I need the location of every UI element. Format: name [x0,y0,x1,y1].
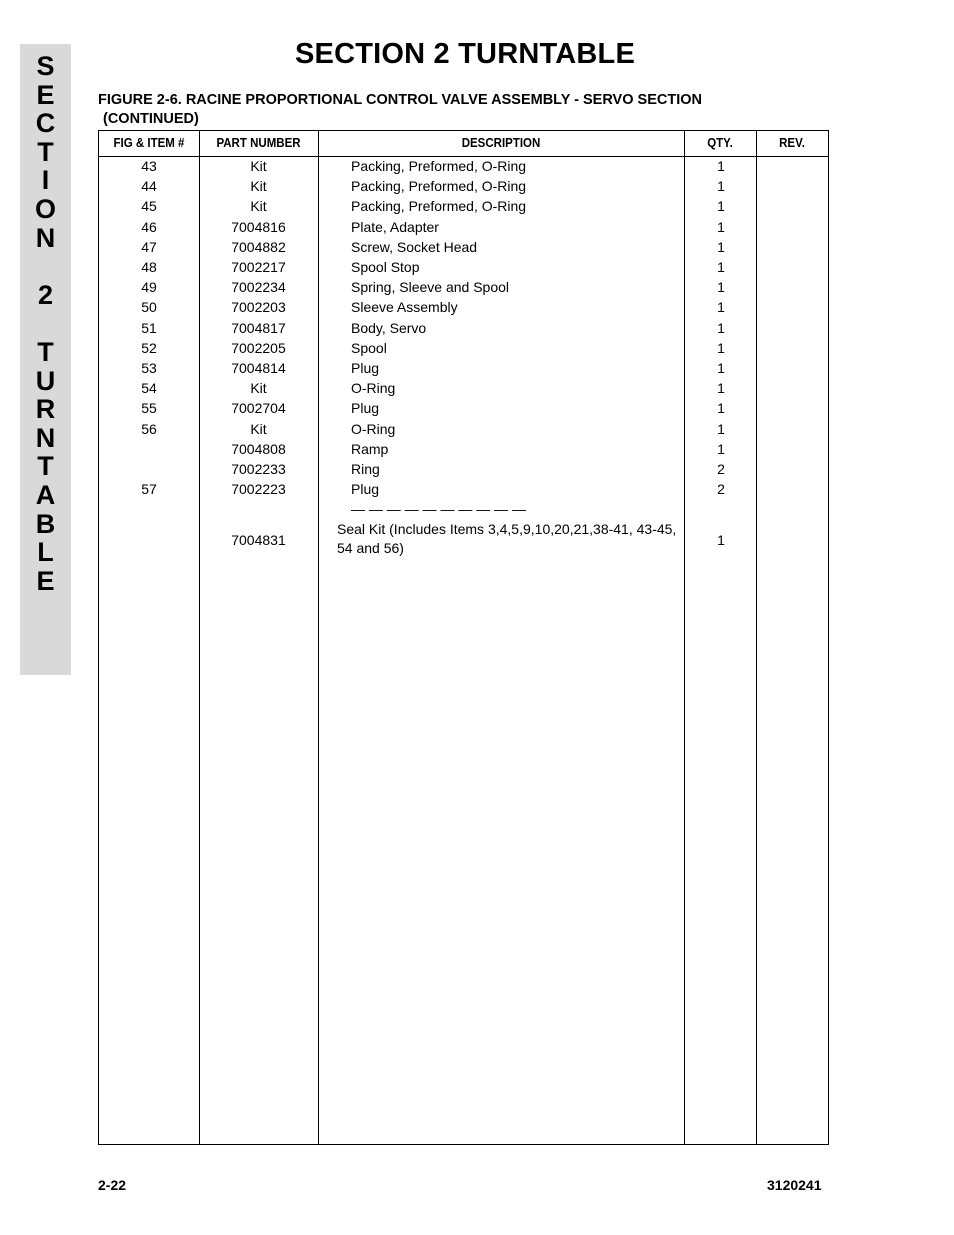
row-part-number: 7004814 [231,360,286,376]
side-tab-letter: I [41,165,50,196]
row-part-number: 7002234 [231,279,286,296]
side-tab-letter: T [37,336,54,367]
side-tab-letter: R [35,394,56,425]
row-qty: 1 [717,420,725,437]
column-header-qty: QTY. [707,136,733,150]
column-header-rev: REV. [779,136,805,150]
row-part-number: 7002205 [231,339,286,356]
row-part-number: Kit [250,380,267,397]
row-description: Plate, Adapter [351,218,439,235]
table-row [99,257,828,277]
row-description: Plug [351,400,380,417]
table-row [99,378,828,398]
table-row [99,419,828,439]
table-row [99,459,828,479]
row-qty: 1 [717,299,725,316]
row-part-number: Kit [250,158,267,174]
row-fig-item: 44 [141,178,157,195]
side-tab-letter: O [34,193,56,224]
row-qty: 1 [717,198,725,215]
row-part-number: 7002217 [231,259,286,275]
row-description: Body, Servo [351,319,427,336]
side-tab-letter: A [35,479,56,510]
row-fig-item: 51 [141,319,157,336]
row-description: Ramp [351,440,389,457]
row-description: O-Ring [351,420,396,437]
row-qty: 1 [717,279,725,296]
table-row [99,237,828,257]
seal-kit-part-number: 7004831 [231,532,286,548]
row-part-number: 7004808 [231,440,286,457]
row-qty: 1 [717,259,725,275]
table-row [99,277,828,297]
row-description: Packing, Preformed, O-Ring [351,158,527,174]
row-fig-item: 57 [141,481,157,498]
side-tab-letter: C [35,108,56,139]
parts-table [98,130,829,1145]
table-row [99,297,828,317]
row-description: Plug [351,481,380,498]
side-tab-letter: B [35,508,56,539]
table-row [99,439,828,459]
side-tab-letter: E [36,79,55,110]
row-qty: 1 [717,178,725,195]
row-qty: 1 [717,440,725,457]
column-header-description: DESCRIPTION [461,136,541,150]
figure-title-line2: (CONTINUED) [103,110,199,127]
table-row [99,479,828,499]
row-part-number: 7002233 [231,461,286,477]
row-part-number: 7002704 [231,400,286,417]
row-part-number: 7002223 [231,481,286,498]
side-tab-letter: T [37,451,54,482]
row-description: Spring, Sleeve and Spool [351,279,509,296]
row-fig-item: 52 [141,339,157,356]
side-tab-letter: L [37,537,54,568]
row-part-number: 7004882 [231,238,286,255]
table-row [99,358,828,378]
row-qty: 1 [717,238,725,255]
seal-kit-description-line2: 54 and 56) [337,539,404,556]
row-fig-item: 54 [141,380,157,397]
figure-title [98,91,798,128]
row-qty: 2 [717,481,725,498]
row-fig-item: 47 [141,238,157,255]
row-description: Packing, Preformed, O-Ring [351,178,527,195]
row-description: Spool [351,339,387,356]
row-part-number: Kit [250,420,267,437]
row-qty: 1 [717,380,725,397]
seal-kit-row [99,520,828,560]
row-fig-item: 48 [141,259,157,275]
row-qty: 1 [717,319,725,336]
table-row [99,338,828,358]
row-description: Plug [351,360,380,376]
figure-title-line1: FIGURE 2-6. RACINE PROPORTIONAL CONTROL VALVE ASSEMBLY - SERVO SECTION [98,92,702,108]
row-part-number: 7004816 [231,218,286,235]
side-tab-letter: N [35,222,56,253]
row-description: Ring [351,461,380,477]
row-qty: 1 [717,360,725,376]
seal-kit-qty: 1 [717,532,725,548]
column-header-part-number: PART NUMBER [216,136,301,150]
row-part-number: Kit [250,178,267,195]
side-tab-letter: 2 [37,279,54,310]
row-fig-item: 55 [141,400,157,417]
row-part-number: 7002203 [231,299,286,316]
row-description: Screw, Socket Head [351,238,478,255]
seal-kit-description-line1: Seal Kit (Includes Items 3,4,5,9,10,20,21,38-41, 43-45, [337,521,677,537]
table-row [99,217,828,237]
row-qty: 2 [717,461,725,477]
row-description: O-Ring [351,380,396,397]
side-tab-letter: U [35,365,56,396]
section-side-tab-letters [20,52,71,595]
row-description: Sleeve Assembly [351,299,458,316]
table-row [99,318,828,338]
seal-kit-description [337,520,682,557]
row-description: Packing, Preformed, O-Ring [351,198,527,215]
row-part-number: Kit [250,198,267,215]
column-header-fig-item: FIG & ITEM # [113,136,185,150]
row-fig-item: 45 [141,198,157,215]
row-fig-item: 50 [141,299,157,316]
table-row [99,196,828,216]
table-row [99,499,828,519]
row-qty: 1 [717,400,725,417]
row-fig-item: 49 [141,279,157,296]
side-tab-letter: S [36,51,55,81]
side-tab-letter: N [35,422,56,453]
document-number: 3120241 [767,1177,822,1193]
page-title: SECTION 2 TURNTABLE [295,38,635,70]
row-fig-item: 46 [141,218,157,235]
row-fig-item: 53 [141,360,157,376]
table-row [99,156,828,176]
row-fig-item: 56 [141,420,157,437]
row-fig-item: 43 [141,158,157,174]
row-description: — — — — — — — — — — [351,501,527,518]
side-tab-letter: T [37,136,54,167]
row-qty: 1 [717,339,725,356]
table-row [99,176,828,196]
row-qty: 1 [717,158,725,174]
row-part-number: 7004817 [231,319,286,336]
page-number: 2-22 [98,1177,127,1193]
row-qty: 1 [717,218,725,235]
table-row [99,398,828,418]
side-tab-letter: E [36,565,55,596]
row-description: Spool Stop [351,259,420,275]
